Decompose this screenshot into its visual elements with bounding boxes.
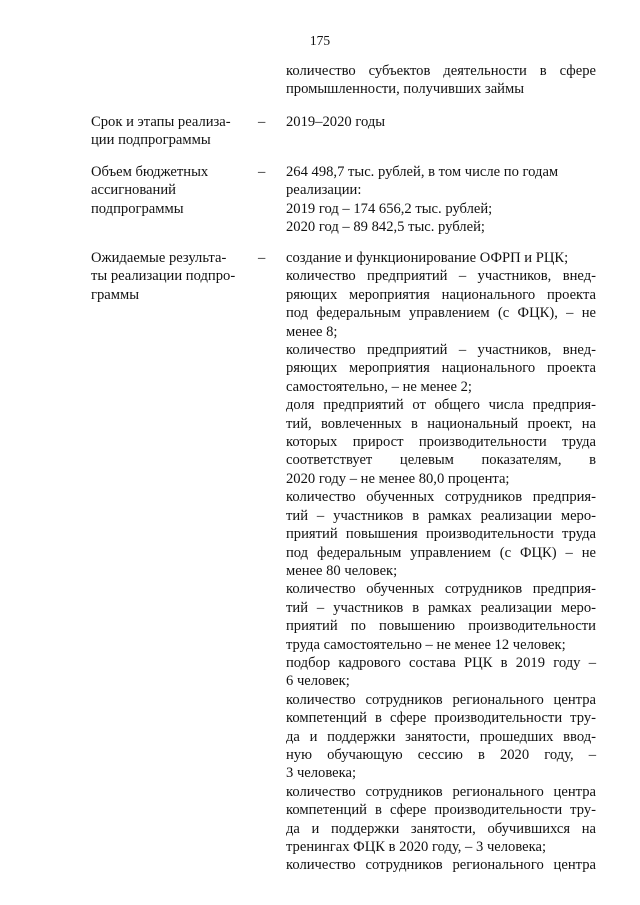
value-line: под федеральным управлением (с ФЦК) – не — [286, 544, 596, 561]
value-line: 2020 году – не менее 80,0 процента; — [286, 470, 510, 487]
label-line: ассигнований — [91, 182, 176, 199]
row-dash: – — [258, 250, 266, 266]
value-line: тий, вовлеченных в национальный проект, на — [286, 415, 596, 432]
value-line: приятий по повышению производительности — [286, 618, 596, 635]
value-line: 2019–2020 годы — [286, 114, 386, 130]
value-line: которых прирост производительности труда — [286, 434, 596, 451]
value-line: компетенций в сфере производительности тру- — [286, 802, 596, 819]
row-label-budget — [91, 163, 256, 218]
value-line: да и поддержки занятости, прошедших ввод- — [286, 728, 596, 745]
value-line: количество сотрудников регионального центра — [286, 691, 596, 708]
value-line: соответствует целевым показателям, в — [286, 452, 596, 469]
text-line: промышленности, получивших займы — [286, 81, 525, 98]
value-line: 264 498,7 тыс. рублей, в том числе по годам — [286, 164, 559, 180]
value-line: ную обучающую сессию в 2020 году, – — [286, 746, 596, 763]
value-line: тренингах ФЦК в 2020 году, – 3 человека; — [286, 839, 547, 855]
value-line: количество предприятий – участников, внед- — [286, 342, 596, 359]
text-line: количество субъектов деятельности в сфере — [286, 63, 596, 79]
value-line: компетенций в сфере производительности тру- — [286, 710, 596, 727]
value-line: количество обученных сотрудников предприя- — [286, 581, 596, 598]
value-line: самостоятельно, – не менее 2; — [286, 378, 472, 395]
value-line: менее 8; — [286, 323, 338, 340]
value-line: тий – участников в рамках реализации меро- — [286, 507, 596, 524]
value-line: 2020 год – 89 842,5 тыс. рублей; — [286, 219, 485, 236]
label-line: Ожидаемые результа- — [91, 250, 227, 266]
row-dash: – — [258, 114, 266, 130]
label-line: подпрограммы — [91, 200, 184, 217]
value-line: тий – участников в рамках реализации меро- — [286, 599, 596, 616]
value-line: 3 человека; — [286, 765, 357, 782]
row-value-budget — [286, 163, 596, 237]
value-line: приятий повышения производительности труда — [286, 526, 596, 543]
label-line: ты реализации подпро- — [91, 268, 236, 285]
row-value-results — [286, 249, 596, 875]
page-number: 175 — [309, 33, 331, 48]
value-line: под федеральным управлением (с ФЦК), – не — [286, 305, 596, 322]
value-line: количество сотрудников регионального центра — [286, 857, 596, 874]
label-line: Срок и этапы реализа- — [91, 114, 231, 130]
row-dash: – — [258, 164, 266, 180]
value-line: ряющих мероприятия национального проекта — [286, 286, 596, 303]
value-line: количество обученных сотрудников предприя- — [286, 489, 596, 506]
value-line: подбор кадрового состава РЦК в 2019 году – — [286, 654, 596, 671]
value-line: 2019 год – 174 656,2 тыс. рублей; — [286, 200, 493, 217]
row-label-results — [91, 249, 256, 304]
value-line: реализации: — [286, 182, 362, 199]
value-line: создание и функционирование ОФРП и РЦК; — [286, 250, 569, 266]
value-line: количество предприятий – участников, внед- — [286, 268, 596, 285]
continuation-text — [286, 62, 596, 99]
value-line: ряющих мероприятия национального проекта — [286, 360, 596, 377]
row-value-term — [286, 113, 596, 131]
row-label-term — [91, 113, 256, 150]
value-line: менее 80 человек; — [286, 562, 398, 579]
label-line: ции подпрограммы — [91, 132, 211, 149]
value-line: доля предприятий от общего числа предприя- — [286, 397, 596, 414]
value-line: количество сотрудников регионального центра — [286, 783, 596, 800]
label-line: граммы — [91, 286, 140, 303]
label-line: Объем бюджетных — [91, 164, 209, 180]
value-line: труда самостоятельно – не менее 12 человек; — [286, 636, 566, 653]
value-line: 6 человек; — [286, 673, 350, 690]
value-line: да и поддержки занятости, обучившихся на — [286, 820, 596, 837]
